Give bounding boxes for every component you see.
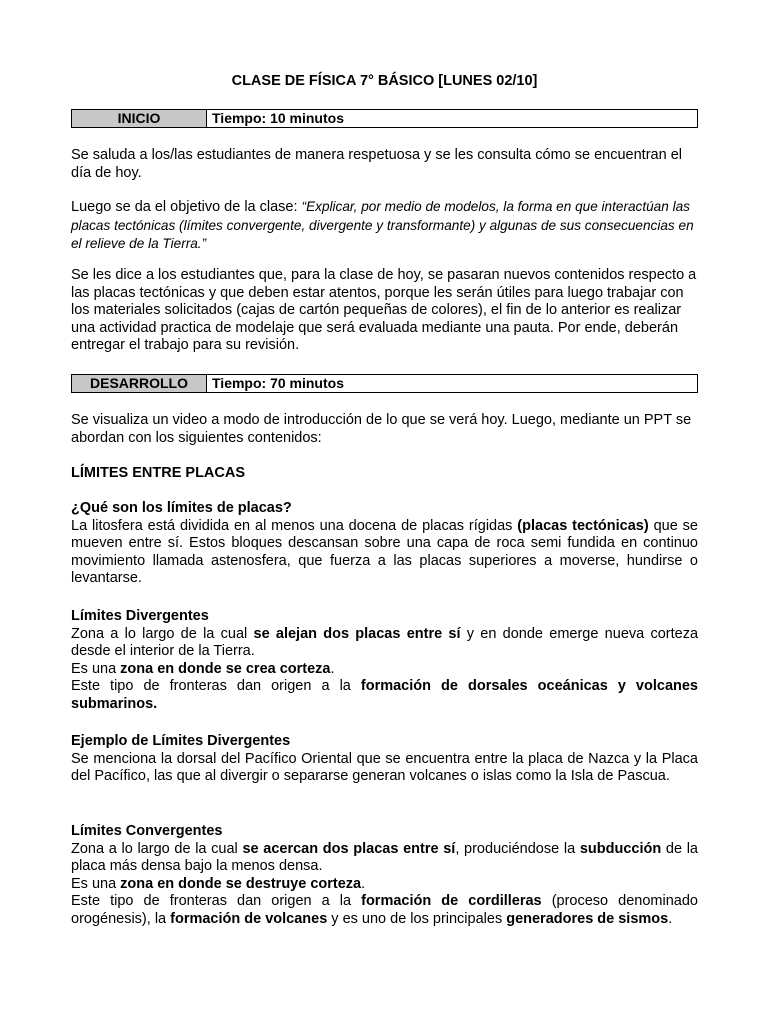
- divergentes-line-1: Zona a lo largo de la cual se alejan dos placas entre sí y en donde emerge nueva corteza desde el interior de la Tierra.: [71, 625, 699, 660]
- instructions-text: Se les dice a los estudiantes que, para la clase de hoy, se pasaran nuevos contenidos respecto a las placas tectónicas y que deben estar atentos, porque les serán útiles para luego trabajar con los materiales solicitados (cajas de cartón pequeñas de colores), el fin de lo anterior es realizar una actividad practica de modelaje que será evaluada mediante una pauta. Por ende, deberán entregar el trabajo para su revisión.: [71, 267, 697, 354]
- page-title: CLASE DE FÍSICA 7° BÁSICO [LUNES 02/10]: [231, 73, 538, 89]
- limites-heading-text: LÍMITES ENTRE PLACAS: [71, 465, 246, 481]
- convergentes-line-3: Este tipo de fronteras dan origen a la formación de cordilleras (proceso denominado orogénesis), la formación de volcanes y es uno de los principales generadores de sismos.: [71, 893, 698, 927]
- ejemplo-text: Se menciona la dorsal del Pacífico Oriental que se encuentra entre la placa de Nazca y la Placa del Pacífico, las que al divergir o separarse generan volcanes o islas como la Isla de Pascua.: [71, 750, 698, 785]
- divergentes-section: [71, 608, 698, 714]
- que-son-text: La litosfera está dividida en al menos una docena de placas rígidas (placas tectónicas) que se mueven entre sí. Estos bloques descansan sobre una capa de roca semi fundida en continuo movimiento llamada astenosfera, que fuerza a las placas superiores a moverse, hundirse o levantarse.: [71, 517, 698, 587]
- ejemplo-section: [71, 733, 698, 786]
- convergentes-section: [71, 823, 698, 929]
- inicio-label: INICIO: [72, 110, 207, 127]
- development-intro-text: Se visualiza un video a modo de introducción de lo que se verá hoy. Luego, mediante un PPT se abordan con los siguientes contenidos:: [71, 412, 692, 446]
- divergentes-line-3: Este tipo de fronteras dan origen a la formación de dorsales oceánicas y volcanes submarinos.: [71, 678, 698, 712]
- desarrollo-section-table: [71, 374, 698, 393]
- limites-heading: [71, 465, 698, 483]
- objective-lead: Luego se da el objetivo de la clase:: [71, 199, 302, 215]
- inicio-section-table: [71, 109, 698, 128]
- convergentes-line-1: Zona a lo largo de la cual se acercan dos placas entre sí, produciéndose la subducción de la placa más densa bajo la menos densa.: [71, 840, 698, 875]
- greeting-paragraph: [71, 147, 698, 182]
- divergentes-line-2: Es una zona en donde se crea corteza.: [71, 660, 335, 677]
- ejemplo-heading: Ejemplo de Límites Divergentes: [71, 733, 291, 749]
- desarrollo-label: DESARROLLO: [72, 375, 207, 392]
- development-intro: [71, 412, 698, 447]
- divergentes-heading: Límites Divergentes: [71, 608, 209, 624]
- instructions-paragraph: [71, 267, 698, 355]
- objective-text: “Explicar, por medio de modelos, la forma en que interactúan las placas tectónicas (límites convergente, divergente y transformante) y algunas de sus consecuencias en el relieve de la Tierra.”: [71, 199, 694, 252]
- que-son-section: [71, 500, 698, 588]
- convergentes-line-2: Es una zona en donde se destruye corteza.: [71, 875, 366, 892]
- objective-paragraph: [71, 198, 698, 254]
- inicio-time: Tiempo: 10 minutos: [212, 110, 344, 126]
- desarrollo-time: Tiempo: 70 minutos: [212, 375, 344, 391]
- que-son-heading: ¿Qué son los límites de placas?: [71, 500, 292, 516]
- greeting-text: Se saluda a los/las estudiantes de manera respetuosa y se les consulta cómo se encuentran el día de hoy.: [71, 147, 682, 181]
- convergentes-heading: Límites Convergentes: [71, 823, 223, 839]
